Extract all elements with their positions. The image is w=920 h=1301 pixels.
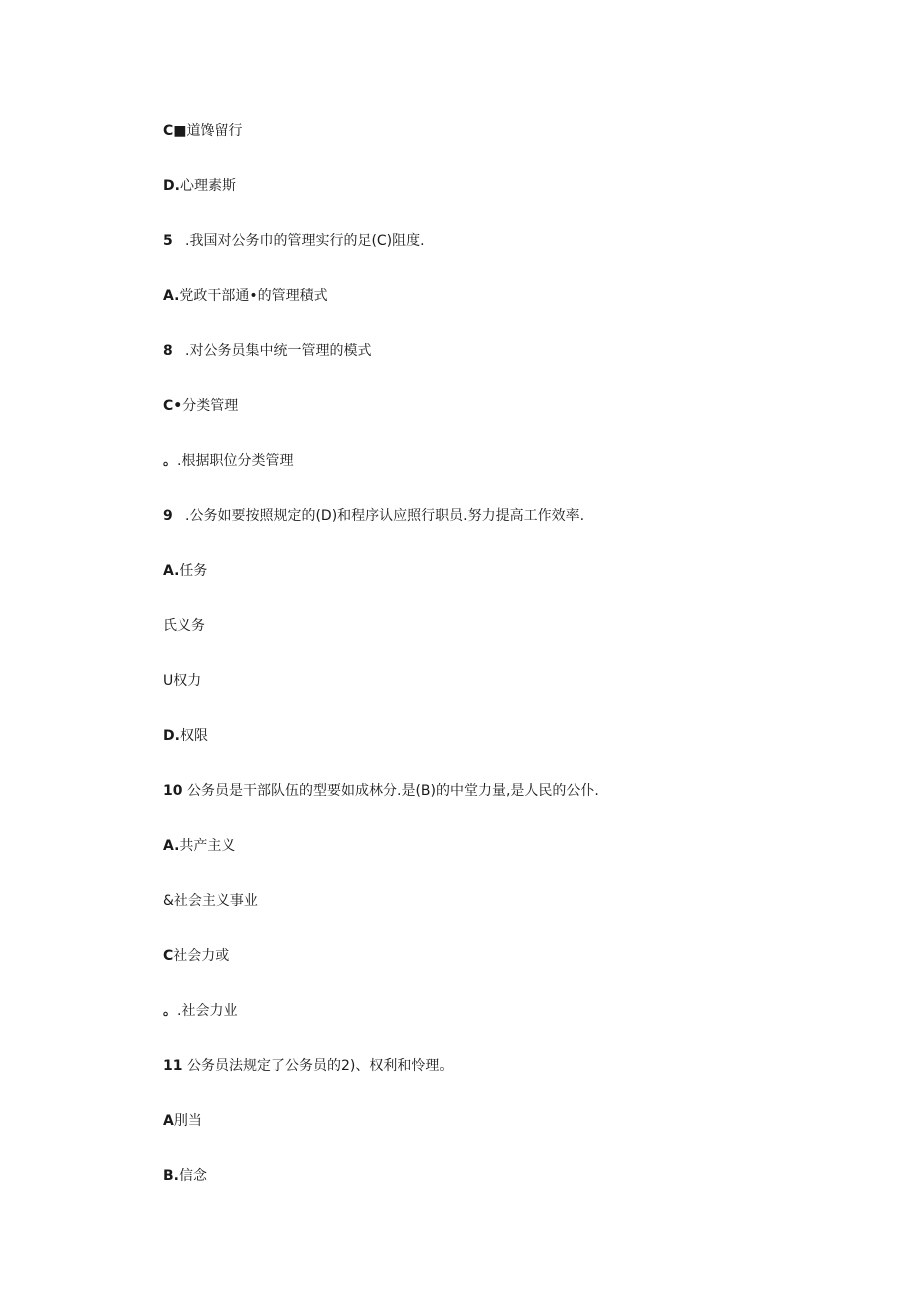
option-b	[163, 617, 205, 635]
question-text: .对公务员集中统一管理的模式	[185, 343, 372, 359]
option-text: 社会力或	[173, 948, 230, 964]
option-letter: B.	[163, 1168, 179, 1184]
option-text: 党政干部通•的管理積式	[179, 288, 328, 304]
option-letter: C•	[163, 398, 183, 414]
option-text: 分类管理	[182, 398, 239, 414]
option-d	[163, 1002, 237, 1020]
option-letter: D.	[163, 178, 180, 194]
question-text: .我国对公务巾的管理实行的足(C)阻度.	[185, 233, 425, 249]
option-letter: A.	[163, 563, 180, 579]
option-b	[163, 1167, 207, 1185]
option-letter: C	[163, 948, 174, 964]
option-text: 心理素斯	[179, 178, 236, 194]
option-letter: A	[163, 1113, 174, 1129]
option-text: 任务	[179, 563, 208, 579]
option-text: .社会力业	[177, 1003, 238, 1019]
option-letter: &	[163, 893, 174, 909]
option-a	[163, 287, 328, 305]
option-letter: A.	[163, 838, 180, 854]
option-text: 信念	[179, 1168, 207, 1184]
option-letter: A.	[163, 288, 180, 304]
question-text: 公务员法规定了公务员的2)、权利和怜理。	[187, 1058, 454, 1074]
question-number: 9	[163, 508, 173, 524]
option-letter: 。	[163, 1003, 177, 1019]
question-text: 公务员是干部队伍的型要如成林分.是(B)的中堂力量,是人民的公仆.	[187, 783, 599, 799]
option-letter: D.	[163, 728, 180, 744]
option-d	[163, 727, 208, 745]
question-11	[163, 1057, 453, 1075]
option-text: 道馋留行	[186, 123, 243, 139]
option-text: 权限	[179, 728, 208, 744]
option-text: 社会主义事业	[173, 893, 258, 909]
option-c	[163, 947, 229, 965]
question-number: 10	[163, 783, 183, 799]
option-text: 刖当	[173, 1113, 202, 1129]
option-d	[163, 177, 236, 195]
option-b	[163, 892, 258, 910]
question-number: 8	[163, 343, 173, 359]
option-text: 氏义务	[163, 618, 205, 634]
option-letter: 。	[163, 453, 177, 469]
option-d	[163, 452, 293, 470]
option-text: 权力	[173, 673, 202, 689]
question-text: .公务如要按照规定的(D)和程序认应照行职员.努力提高工作效率.	[185, 508, 585, 524]
option-text: .根据职位分类管理	[177, 453, 294, 469]
option-text: 共产主义	[179, 838, 236, 854]
option-a	[163, 837, 235, 855]
option-c	[163, 122, 243, 140]
question-9	[163, 507, 584, 525]
option-letter: C■	[163, 123, 187, 139]
question-number: 5	[163, 233, 173, 249]
question-number: 11	[163, 1058, 183, 1074]
option-a	[163, 1112, 202, 1130]
question-10	[163, 782, 599, 800]
question-5	[163, 232, 425, 250]
question-8	[163, 342, 371, 360]
option-letter: U	[163, 673, 174, 689]
option-c	[163, 672, 201, 690]
option-c	[163, 397, 238, 415]
option-a	[163, 562, 207, 580]
